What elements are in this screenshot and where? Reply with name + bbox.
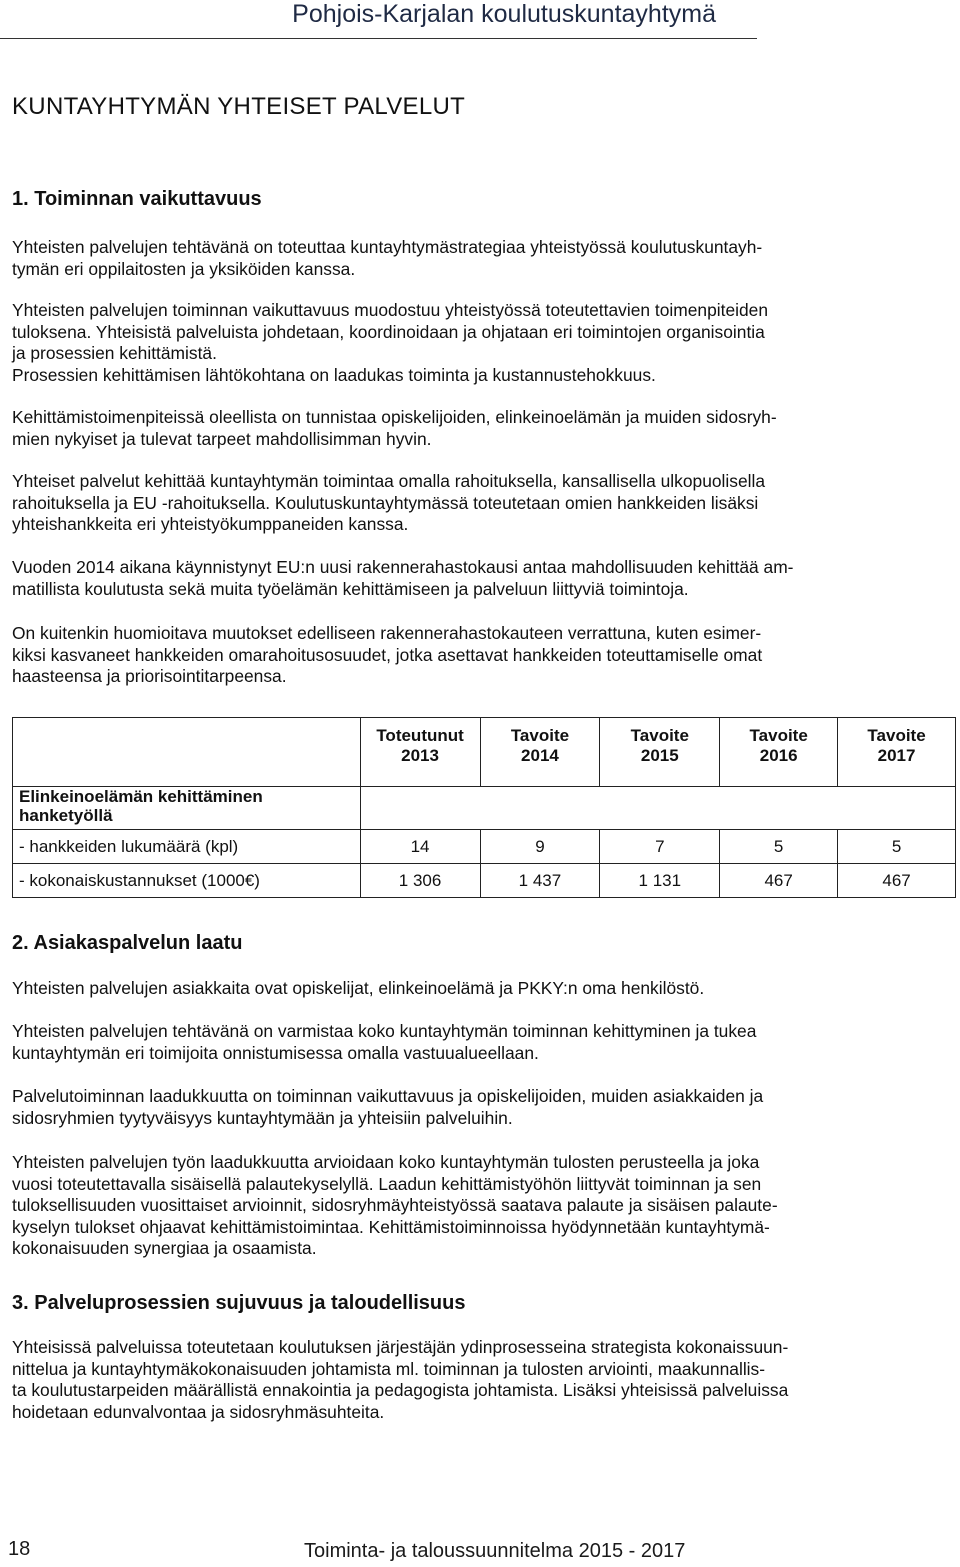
- text-line: Prosessien kehittämisen lähtökohtana on laadukas toiminta ja kustannustehokkuus.: [12, 364, 656, 385]
- table-row-label: - hankkeiden lukumäärä (kpl): [13, 830, 361, 864]
- table-header-blank-cell: [13, 718, 361, 787]
- text-line: sidosryhmien tyytyväisyys kuntayhtymään ja yhteisiin palveluihin.: [12, 1107, 513, 1128]
- section-1-paragraph-6: [12, 623, 956, 688]
- table-column-header: Tavoite 2016: [720, 718, 838, 787]
- text-line: kokonaisuuden synergiaa ja osaamista.: [12, 1238, 317, 1258]
- table-row: [13, 864, 956, 898]
- text-line: haasteensa ja priorisointitarpeensa.: [12, 666, 287, 686]
- section-1-paragraph-5: [12, 557, 956, 600]
- page-title: KUNTAYHTYMÄN YHTEISET PALVELUT: [12, 93, 466, 120]
- text-line: Vuoden 2014 aikana käynnistynyt EU:n uusi rakennerahastokausi antaa mahdollisuuden kehittää am-: [12, 557, 794, 577]
- section-1-paragraph-2: [12, 300, 956, 386]
- table-cell: 1 131: [600, 864, 720, 898]
- text-line: Yhteisissä palveluissa toteutetaan koulutuksen järjestäjän ydinprosesseina strategista kokonaissuun-: [12, 1337, 789, 1357]
- text-line: Yhteiset palvelut kehittää kuntayhtymän toimintaa omalla rahoituksella, kansallisella ulkopuolisella: [12, 471, 766, 491]
- section-1-paragraph-1: [12, 237, 956, 280]
- section-3-paragraph-1: [12, 1337, 956, 1423]
- text-line: On kuitenkin huomioitava muutokset edelliseen rakennerahastokauteen verrattuna, kuten esimer-: [12, 623, 762, 643]
- section-2-paragraph-2: [12, 1021, 956, 1064]
- section-2-paragraph-1: [12, 978, 956, 1000]
- text-line: ja prosessien kehittämistä.: [12, 343, 217, 363]
- table-cell: 1 306: [360, 864, 480, 898]
- table-column-header: Tavoite 2015: [600, 718, 720, 787]
- text-line: ta koulutustarpeiden määrällistä ennakointia ja pedagogista johtamista. Lisäksi yhteisissä palveluissa: [12, 1380, 789, 1400]
- text-line: matillista koulutusta sekä muita työelämän kehittämiseen ja palveluun liittyviä toimintoja.: [12, 578, 689, 599]
- text-line: Yhteisten palvelujen toiminnan vaikuttavuus muodostuu yhteistyössä toteutettavien toimenpiteiden: [12, 300, 768, 320]
- table-cell: 5: [838, 830, 956, 864]
- text-line: kiksi kasvaneet hankkeiden omarahoitusosuudet, jotka asettavat hankkeiden toteuttamiselle omat: [12, 644, 763, 665]
- text-line: rahoituksella ja EU -rahoituksella. Koulutuskuntayhtymässä toteutetaan omien hankkeiden lisäksi: [12, 492, 759, 513]
- project-metrics-table: [12, 717, 956, 898]
- text-line: Yhteisten palvelujen asiakkaita ovat opiskelijat, elinkeinoelämä ja PKKY:n oma henkilöstö.: [12, 978, 705, 998]
- text-line: yhteishankkeita eri yhteistyökumppaneiden kanssa.: [12, 514, 409, 534]
- text-line: tuloksellisuuden vuosittaiset arvioinnit, sidosryhmäyhteistyössä saatava palaute ja sisäisen palaute-: [12, 1195, 778, 1215]
- organization-name: Pohjois-Karjalan koulutuskuntayhtymä: [292, 0, 716, 28]
- section-1-heading: 1. Toiminnan vaikuttavuus: [12, 188, 262, 210]
- table-cell: 1 437: [480, 864, 600, 898]
- table-cell: 467: [838, 864, 956, 898]
- text-line: kuntayhtymän eri toimijoita onnistumisessa omalla vastuualueellaan.: [12, 1042, 539, 1063]
- table-subject-label: Elinkeinoelämän kehittäminen hanketyöllä: [13, 787, 361, 830]
- text-line: Kehittämistoimenpiteissä oleellista on tunnistaa opiskelijoiden, elinkeinoelämän ja muiden sidosryh-: [12, 407, 777, 427]
- table-cell: 14: [360, 830, 480, 864]
- text-line: mien nykyiset ja tulevat tarpeet mahdollisimman hyvin.: [12, 428, 432, 449]
- text-line: hoidetaan edunvalvontaa ja sidosryhmäsuhteita.: [12, 1401, 385, 1422]
- footer-document-title: Toiminta- ja taloussuunnitelma 2015 - 2017: [304, 1540, 686, 1562]
- text-line: tuloksena. Yhteisistä palveluista johdetaan, koordinoidaan ja ohjataan eri toimintojen organisointia: [12, 321, 765, 342]
- section-2-paragraph-3: [12, 1086, 956, 1129]
- text-line: Palvelutoiminnan laadukkuutta on toiminnan vaikuttavuus ja opiskelijoiden, muiden asiakkaiden ja: [12, 1086, 764, 1106]
- section-2-heading: 2. Asiakaspalvelun laatu: [12, 932, 243, 954]
- text-line: nittelua ja kuntayhtymäkokonaisuuden johtamista ml. toiminnan ja tulosten arviointi, maakunnallis-: [12, 1358, 766, 1379]
- table-header-row: [13, 718, 956, 787]
- section-1-paragraph-3: [12, 407, 956, 450]
- header-divider: [0, 38, 757, 39]
- table-subject-row: [13, 787, 956, 830]
- section-2-paragraph-4: [12, 1152, 956, 1260]
- table-column-header: Tavoite 2017: [838, 718, 956, 787]
- table-column-header: Toteutunut 2013: [360, 718, 480, 787]
- text-line: tymän eri oppilaitosten ja yksiköiden kanssa.: [12, 258, 356, 279]
- table-cell: 9: [480, 830, 600, 864]
- table-row-label: - kokonaiskustannukset (1000€): [13, 864, 361, 898]
- text-line: Yhteisten palvelujen tehtävänä on toteuttaa kuntayhtymästrategiaa yhteistyössä koulutuskuntayh-: [12, 237, 763, 257]
- table-cell: 5: [720, 830, 838, 864]
- section-1-paragraph-4: [12, 471, 956, 536]
- table-column-header: Tavoite 2014: [480, 718, 600, 787]
- text-line: vuosi toteutettavalla sisäisellä palautekyselyllä. Laadun kehittämistyöhön liittyvät toiminnan ja sen: [12, 1173, 762, 1194]
- text-line: Yhteisten palvelujen työn laadukkuutta arvioidaan koko kuntayhtymän tulosten perusteella ja joka: [12, 1152, 760, 1172]
- table-row: [13, 830, 956, 864]
- text-line: kyselyn tulokset ohjaavat kehittämistoimintaa. Kehittämistoiminnoissa hyödynnetään kuntayhtymä-: [12, 1216, 770, 1237]
- table-empty-cell: [360, 787, 955, 830]
- text-line: Yhteisten palvelujen tehtävänä on varmistaa koko kuntayhtymän toiminnan kehittyminen ja tukea: [12, 1021, 757, 1041]
- section-3-heading: 3. Palveluprosessien sujuvuus ja taloudellisuus: [12, 1292, 466, 1314]
- table-cell: 467: [720, 864, 838, 898]
- table-cell: 7: [600, 830, 720, 864]
- page-number: 18: [8, 1538, 31, 1560]
